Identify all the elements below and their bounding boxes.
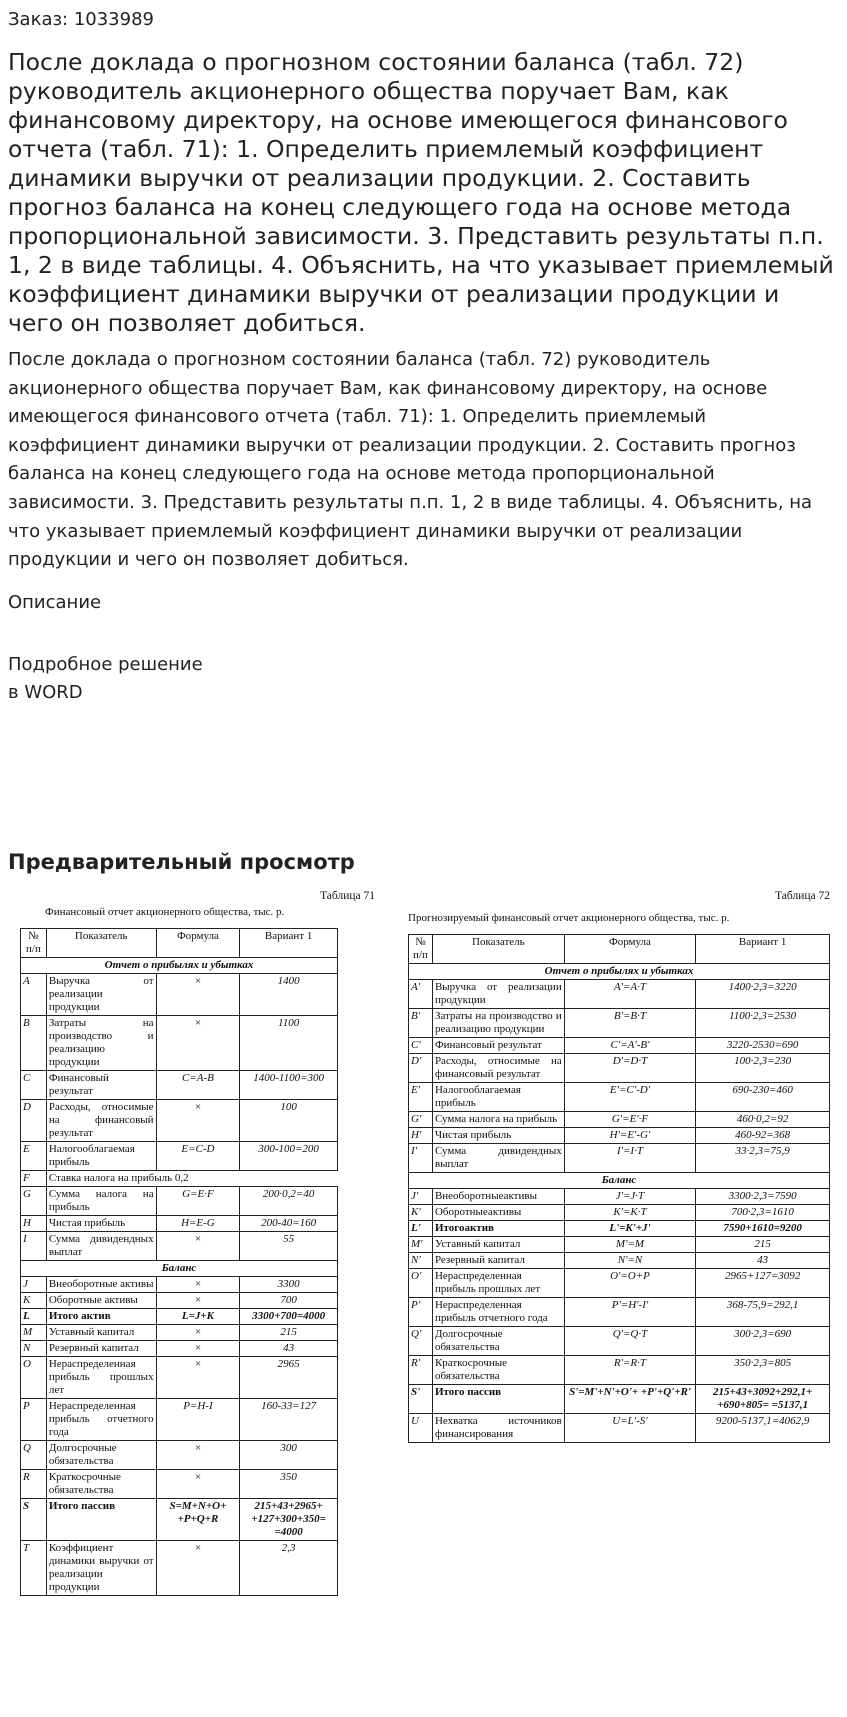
cell-code: G [21, 1187, 47, 1216]
cell-code: P' [409, 1298, 433, 1327]
cell-value: 2,3 [240, 1541, 338, 1596]
cell-formula: B'=B·T [564, 1009, 696, 1038]
cell-indicator: Итогоактив [432, 1221, 564, 1237]
table-row [21, 1216, 338, 1232]
cell-code: C' [409, 1038, 433, 1054]
cell-value: 3300·2,3=7590 [696, 1189, 830, 1205]
cell-formula: L'=K'+J' [564, 1221, 696, 1237]
cell-value: 368-75,9=292,1 [696, 1298, 830, 1327]
cell-indicator: Нераспределенная прибыль отчетного года [432, 1298, 564, 1327]
header-variant: Вариант 1 [240, 929, 338, 958]
cell-formula: D'=D·T [564, 1054, 696, 1083]
order-number: Заказ: 1033989 [8, 9, 154, 30]
cell-formula: × [156, 1277, 240, 1293]
cell-formula: G'=E'·F [564, 1112, 696, 1128]
cell-value: 350·2,3=805 [696, 1356, 830, 1385]
table-row [21, 1357, 338, 1399]
cell-code: Q' [409, 1327, 433, 1356]
cell-indicator: Краткосрочные обязательства [432, 1356, 564, 1385]
table-row [409, 1038, 830, 1054]
table-row [21, 1016, 338, 1071]
cell-indicator: Оборотные активы [46, 1293, 156, 1309]
cell-formula: × [156, 1016, 240, 1071]
cell-code: B [21, 1016, 47, 1071]
cell-formula: × [156, 1100, 240, 1142]
cell-indicator: Коэффициент динамики выручки от реализации продукции [46, 1541, 156, 1596]
cell-code: J' [409, 1189, 433, 1205]
table-row [409, 1221, 830, 1237]
cell-code: S' [409, 1385, 433, 1414]
table-row [21, 1142, 338, 1171]
cell-value: 33·2,3=75,9 [696, 1144, 830, 1173]
cell-value: 1400-1100=300 [240, 1071, 338, 1100]
cell-value: 3220-2530=690 [696, 1038, 830, 1054]
cell-indicator: Резервный капитал [46, 1341, 156, 1357]
cell-indicator: Расходы, относимые на финансовый результат [46, 1100, 156, 1142]
cell-indicator: Сумма дивидендных выплат [46, 1232, 156, 1261]
cell-formula: N'=N [564, 1253, 696, 1269]
cell-formula: × [156, 1325, 240, 1341]
cell-value: 43 [240, 1341, 338, 1357]
cell-indicator: Сумма дивидендных выплат [432, 1144, 564, 1173]
cell-value: 300-100=200 [240, 1142, 338, 1171]
cell-formula: A'=A·T [564, 980, 696, 1009]
cell-value: 100 [240, 1100, 338, 1142]
header-variant: Вариант 1 [696, 935, 830, 964]
cell-value: 1100·2,3=2530 [696, 1009, 830, 1038]
cell-indicator: Нехватка источников финансирования [432, 1414, 564, 1443]
table-row [409, 1054, 830, 1083]
cell-value: 700·2,3=1610 [696, 1205, 830, 1221]
table-row [409, 1356, 830, 1385]
cell-indicator: Нераспределенная прибыль отчетного года [46, 1399, 156, 1441]
cell-code: D [21, 1100, 47, 1142]
cell-value: 160-33=127 [240, 1399, 338, 1441]
cell-value: 2965 [240, 1357, 338, 1399]
table-row [409, 980, 830, 1009]
cell-formula: H=E-G [156, 1216, 240, 1232]
task-paragraph: После доклада о прогнозном состоянии баланса (табл. 72) руководитель акционерного общества поручает Вам, как финансовому директору, на основе имеющегося финансового отчета (табл. 71): 1. Определить приемлемый коэффициент динамики выручки от реализации продукции. 2. Составить прогноз баланса на конец следующего года на основе метода пропорциональной зависимости. 3. Представить результаты п.п. 1, 2 в виде таблицы. 4. Объяснить, на что указывает приемлемый коэффициент динамики выручки от реализации продукции и чего он позволяет добиться. [8, 349, 813, 571]
cell-code: E' [409, 1083, 433, 1112]
table-row [21, 1293, 338, 1309]
cell-code: O [21, 1357, 47, 1399]
cell-formula: R'=R·T [564, 1356, 696, 1385]
cell-code: M [21, 1325, 47, 1341]
table-row [21, 1071, 338, 1100]
cell-code: I [21, 1232, 47, 1261]
cell-indicator: Сумма налога на прибыль [432, 1112, 564, 1128]
cell-indicator: Чистая прибыль [432, 1128, 564, 1144]
cell-code: J [21, 1277, 47, 1293]
table-row [21, 1309, 338, 1325]
header-formula: Формула [156, 929, 240, 958]
cell-formula: Q'=Q·T [564, 1327, 696, 1356]
cell-code: M' [409, 1237, 433, 1253]
table-row [21, 1232, 338, 1261]
cell-value: 2965+127=3092 [696, 1269, 830, 1298]
table-row [21, 1187, 338, 1216]
table-72-sheet [408, 890, 830, 1480]
cell-formula: × [156, 1470, 240, 1499]
section-balance: Баланс [409, 1173, 830, 1189]
table-row [21, 1325, 338, 1341]
table-row [21, 1541, 338, 1596]
cell-indicator: Итого пассив [46, 1499, 156, 1541]
cell-formula: P=H-I [156, 1399, 240, 1441]
cell-formula: O'=O+P [564, 1269, 696, 1298]
cell-code: H [21, 1216, 47, 1232]
cell-formula: G=E·F [156, 1187, 240, 1216]
task-heading: После доклада о прогнозном состоянии баланса (табл. 72) руководитель акционерного общества поручает Вам, как финансовому директору, на основе имеющегося финансового отчета (табл. 71): 1. Определить приемлемый коэффициент динамики выручки от реализации продукции. 2. Составить прогноз баланса на конец следующего года на основе метода пропорциональной зависимости. 3. Представить результаты п.п. 1, 2 в виде таблицы. 4. Объяснить, на что указывает приемлемый коэффициент динамики выручки от реализации продукции и чего он позволяет добиться. [8, 48, 834, 337]
cell-code: H' [409, 1128, 433, 1144]
cell-indicator: Расходы, относимые на финансовый результат [432, 1054, 564, 1083]
table-row [409, 1237, 830, 1253]
table-72-caption: Прогнозируемый финансовый отчет акционерного общества, тыс. р. [408, 912, 730, 924]
cell-code: Q [21, 1441, 47, 1470]
cell-indicator: Нераспределенная прибыль прошлых лет [46, 1357, 156, 1399]
cell-code: B' [409, 1009, 433, 1038]
table-row [21, 1399, 338, 1441]
description-label: Описание [8, 592, 102, 613]
cell-indicator: Ставка налога на прибыль 0,2 [46, 1171, 337, 1187]
header-number: № п/п [21, 929, 47, 958]
cell-formula: × [156, 1232, 240, 1261]
cell-indicator: Финансовый результат [46, 1071, 156, 1100]
table-72-number: Таблица 72 [775, 890, 830, 902]
cell-value: 215 [696, 1237, 830, 1253]
cell-code: I' [409, 1144, 433, 1173]
cell-formula: P'=H'-I' [564, 1298, 696, 1327]
cell-formula: × [156, 1357, 240, 1399]
cell-indicator: Сумма налога на прибыль [46, 1187, 156, 1216]
cell-indicator: Налогооблагаемая прибыль [432, 1083, 564, 1112]
table-row [21, 974, 338, 1016]
table-row [409, 1414, 830, 1443]
cell-value: 100·2,3=230 [696, 1054, 830, 1083]
cell-value: 55 [240, 1232, 338, 1261]
table-71 [20, 928, 338, 1596]
cell-code: U [409, 1414, 433, 1443]
table-71-sheet [20, 890, 395, 1695]
cell-code: F [21, 1171, 47, 1187]
cell-code: G' [409, 1112, 433, 1128]
table-row [21, 1277, 338, 1293]
cell-indicator: Долгосрочные обязательства [46, 1441, 156, 1470]
table-72 [408, 934, 830, 1443]
cell-code: L' [409, 1221, 433, 1237]
table-row [21, 1470, 338, 1499]
cell-indicator: Резервный капитал [432, 1253, 564, 1269]
cell-formula: C=A-B [156, 1071, 240, 1100]
cell-indicator: Затраты на производство и реализацию продукции [46, 1016, 156, 1071]
cell-formula: S=M+N+O+ +P+Q+R [156, 1499, 240, 1541]
cell-code: R' [409, 1356, 433, 1385]
table-row [409, 1083, 830, 1112]
cell-indicator: Внеоборотные активы [46, 1277, 156, 1293]
table-71-caption: Финансовый отчет акционерного общества, тыс. р. [45, 906, 285, 918]
cell-formula: E'=C'-D' [564, 1083, 696, 1112]
header-indicator: Показатель [432, 935, 564, 964]
table-row [409, 1144, 830, 1173]
cell-value: 3300 [240, 1277, 338, 1293]
cell-value: 1400·2,3=3220 [696, 980, 830, 1009]
cell-value: 460-92=368 [696, 1128, 830, 1144]
cell-formula: E=C-D [156, 1142, 240, 1171]
cell-formula: H'=E'-G' [564, 1128, 696, 1144]
cell-indicator: Налогооблагаемая прибыль [46, 1142, 156, 1171]
cell-code: L [21, 1309, 47, 1325]
cell-code: K [21, 1293, 47, 1309]
cell-code: T [21, 1541, 47, 1596]
cell-formula: × [156, 1441, 240, 1470]
cell-value: 200-40=160 [240, 1216, 338, 1232]
cell-indicator: Внеоборотныеактивы [432, 1189, 564, 1205]
table-row [409, 1009, 830, 1038]
cell-indicator: Краткосрочные обязательства [46, 1470, 156, 1499]
table-row [409, 1298, 830, 1327]
cell-formula: × [156, 1341, 240, 1357]
cell-value: 215 [240, 1325, 338, 1341]
cell-indicator: Оборотныеактивы [432, 1205, 564, 1221]
header-formula: Формула [564, 935, 696, 964]
cell-value: 3300+700=4000 [240, 1309, 338, 1325]
cell-value: 300·2,3=690 [696, 1327, 830, 1356]
cell-code: A [21, 974, 47, 1016]
cell-indicator: Выручка от реализации продукции [432, 980, 564, 1009]
cell-indicator: Итого актив [46, 1309, 156, 1325]
table-row [409, 1253, 830, 1269]
cell-code: K' [409, 1205, 433, 1221]
cell-formula: L=J+K [156, 1309, 240, 1325]
section-income: Отчет о прибылях и убытках [21, 958, 338, 974]
cell-value: 215+43+3092+292,1+ +690+805= =5137,1 [696, 1385, 830, 1414]
cell-formula: × [156, 1293, 240, 1309]
cell-formula: K'=K·T [564, 1205, 696, 1221]
solution-line-2: в WORD [8, 682, 83, 703]
cell-value: 460·0,2=92 [696, 1112, 830, 1128]
header-number: № п/п [409, 935, 433, 964]
table-row [409, 1189, 830, 1205]
table-row [409, 1327, 830, 1356]
cell-indicator: Финансовый результат [432, 1038, 564, 1054]
section-balance: Баланс [21, 1261, 338, 1277]
cell-code: C [21, 1071, 47, 1100]
cell-formula: C'=A'-B' [564, 1038, 696, 1054]
cell-value: 350 [240, 1470, 338, 1499]
cell-formula: J'=J·T [564, 1189, 696, 1205]
cell-indicator: Затраты на производство и реализацию продукции [432, 1009, 564, 1038]
cell-indicator: Итого пассив [432, 1385, 564, 1414]
cell-code: P [21, 1399, 47, 1441]
cell-code: O' [409, 1269, 433, 1298]
table-row [409, 1112, 830, 1128]
table-71-number: Таблица 71 [320, 890, 375, 902]
cell-code: S [21, 1499, 47, 1541]
cell-value: 200·0,2=40 [240, 1187, 338, 1216]
cell-value: 215+43+2965+ +127+300+350= =4000 [240, 1499, 338, 1541]
cell-value: 43 [696, 1253, 830, 1269]
cell-code: N' [409, 1253, 433, 1269]
cell-formula: M'=M [564, 1237, 696, 1253]
cell-formula: × [156, 974, 240, 1016]
table-row [409, 1128, 830, 1144]
header-indicator: Показатель [46, 929, 156, 958]
cell-code: E [21, 1142, 47, 1171]
cell-indicator: Уставный капитал [46, 1325, 156, 1341]
cell-formula: × [156, 1541, 240, 1596]
cell-indicator: Долгосрочные обязательства [432, 1327, 564, 1356]
cell-indicator: Уставный капитал [432, 1237, 564, 1253]
cell-value: 690-230=460 [696, 1083, 830, 1112]
cell-formula: U=L'-S' [564, 1414, 696, 1443]
table-row [409, 1385, 830, 1414]
cell-indicator: Нераспределенная прибыль прошлых лет [432, 1269, 564, 1298]
cell-formula: S'=M'+N'+O'+ +P'+Q'+R' [564, 1385, 696, 1414]
cell-value: 1100 [240, 1016, 338, 1071]
cell-code: N [21, 1341, 47, 1357]
cell-value: 1400 [240, 974, 338, 1016]
table-row [21, 1499, 338, 1541]
solution-line-1: Подробное решение [8, 654, 203, 675]
cell-value: 700 [240, 1293, 338, 1309]
preview-title: Предварительный просмотр [8, 850, 355, 874]
table-row [21, 1100, 338, 1142]
cell-code: D' [409, 1054, 433, 1083]
cell-code: R [21, 1470, 47, 1499]
cell-value: 7590+1610=9200 [696, 1221, 830, 1237]
table-row [21, 1441, 338, 1470]
cell-value: 9200-5137,1=4062,9 [696, 1414, 830, 1443]
section-income: Отчет о прибылях и убытках [409, 964, 830, 980]
cell-indicator: Чистая прибыль [46, 1216, 156, 1232]
table-row [409, 1269, 830, 1298]
table-row [409, 1205, 830, 1221]
table-row [21, 1341, 338, 1357]
cell-indicator: Выручка от реализации продукции [46, 974, 156, 1016]
cell-formula: I'=I·T [564, 1144, 696, 1173]
cell-value: 300 [240, 1441, 338, 1470]
cell-code: A' [409, 980, 433, 1009]
